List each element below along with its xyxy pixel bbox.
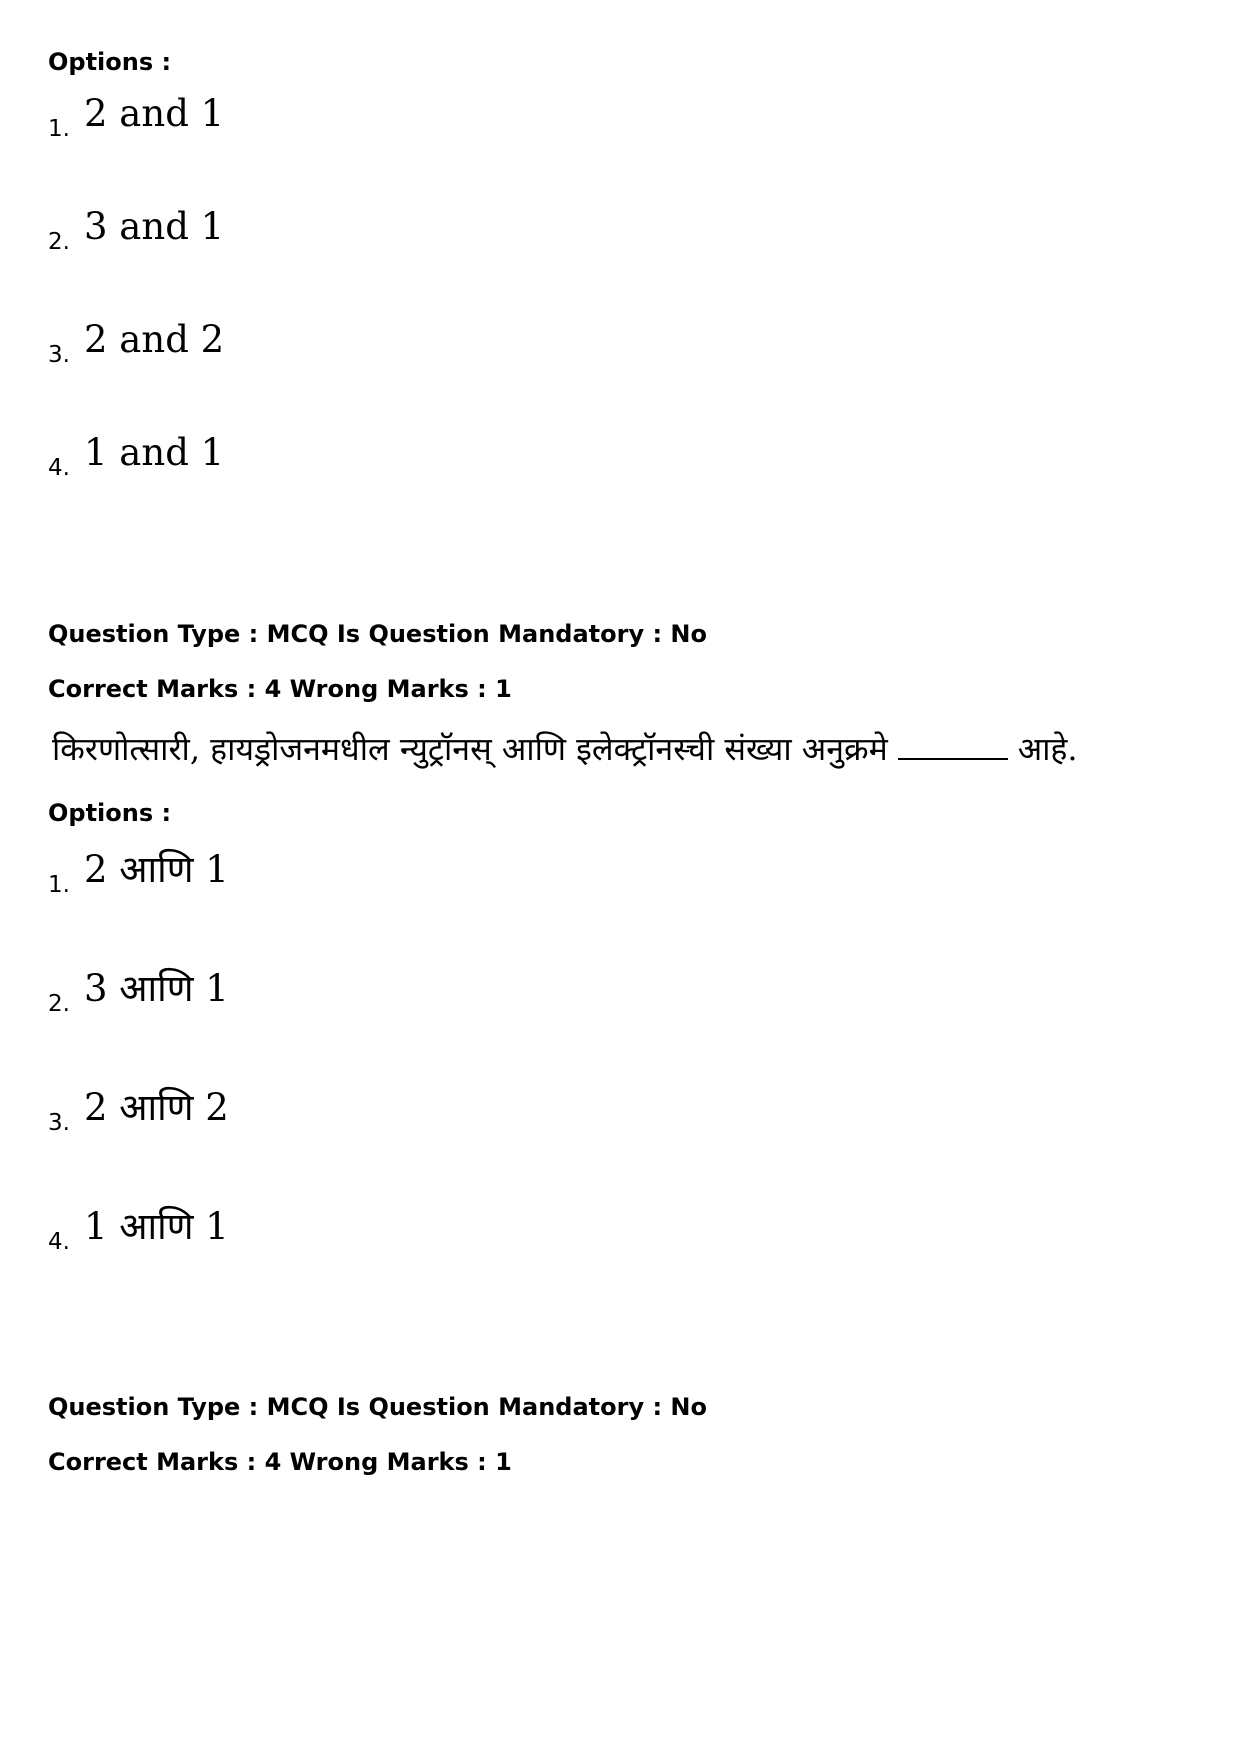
option-text: 2 and 2 [84, 318, 225, 361]
option-number: 4. [48, 455, 70, 481]
option-number: 1. [48, 872, 70, 898]
option-number: 3. [48, 342, 70, 368]
answer-blank [898, 728, 1008, 760]
option-text: 2 आणि 1 [84, 848, 229, 891]
question-text [52, 726, 1078, 772]
option-number: 4. [48, 1229, 70, 1255]
marks-line: Correct Marks : 4 Wrong Marks : 1 [48, 1448, 512, 1476]
marks-line: Correct Marks : 4 Wrong Marks : 1 [48, 675, 512, 703]
option-number: 2. [48, 991, 70, 1017]
question-type-line: Question Type : MCQ Is Question Mandatory : No [48, 1393, 707, 1421]
option-text: 3 आणि 1 [84, 967, 229, 1010]
option-number: 1. [48, 116, 70, 142]
option-text: 1 आणि 1 [84, 1205, 229, 1248]
option-text: 3 and 1 [84, 205, 225, 248]
options-label: Options : [48, 799, 172, 827]
options-label: Options : [48, 48, 172, 76]
option-text: 2 आणि 2 [84, 1086, 229, 1129]
question-text-after-blank: आहे. [1017, 730, 1078, 768]
option-number: 2. [48, 229, 70, 255]
option-number: 3. [48, 1110, 70, 1136]
question-text-before-blank: किरणोत्सारी, हायड्रोजनमधील न्युट्रॉनस् आणि इलेक्ट्रॉनस्ची संख्या अनुक्रमे [52, 730, 888, 768]
option-text: 2 and 1 [84, 92, 225, 135]
question-type-line: Question Type : MCQ Is Question Mandatory : No [48, 620, 707, 648]
option-text: 1 and 1 [84, 431, 225, 474]
